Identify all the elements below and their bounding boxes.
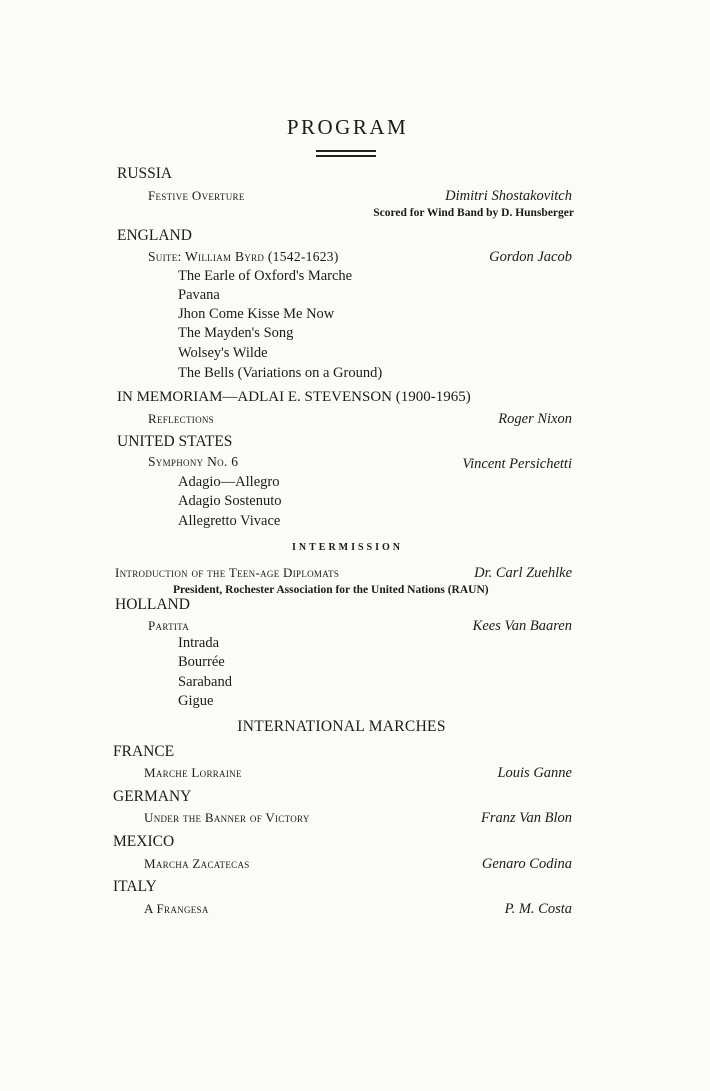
section-country-france: FRANCE	[113, 743, 175, 760]
section-country-united-states: UNITED STATES	[117, 433, 233, 450]
work-title: Under the Banner of Victory	[144, 810, 310, 825]
speaker-name: Dr. Carl Zuehlke	[474, 565, 572, 581]
movement-title: Pavana	[178, 287, 220, 303]
intermission-label: INTERMISSION	[291, 542, 404, 553]
movement-title: Gigue	[178, 693, 214, 709]
title-rule	[316, 155, 376, 157]
composer-name: Louis Ganne	[497, 765, 572, 781]
introduction-text: Introduction of the Teen-age Diplomats	[115, 565, 340, 580]
composer-name: Gordon Jacob	[489, 249, 572, 265]
section-country-england: ENGLAND	[117, 227, 192, 244]
work-title: Symphony No. 6	[148, 454, 239, 469]
work-title: Suite: William Byrd (1542-1623)	[148, 249, 339, 264]
movement-title: Allegretto Vivace	[178, 513, 281, 529]
movement-title: Adagio Sostenuto	[178, 493, 282, 509]
composer-name: Dimitri Shostakovitch	[445, 188, 572, 204]
work-title: A Frangesa	[144, 901, 209, 916]
movement-title: The Bells (Variations on a Ground)	[178, 365, 383, 381]
section-country-holland: HOLLAND	[115, 596, 190, 613]
movement-title: Adagio—Allegro	[178, 474, 280, 490]
work-title: Marche Lorraine	[144, 765, 242, 780]
movement-title: Bourrée	[178, 654, 225, 670]
composer-name: Vincent Persichetti	[462, 456, 572, 472]
title-rule	[316, 150, 376, 152]
movement-title: The Earle of Oxford's Marche	[178, 268, 353, 284]
composer-name: Kees Van Baaren	[472, 618, 572, 634]
arrangement-note: Scored for Wind Band by D. Hunsberger	[373, 207, 574, 219]
movement-title: Saraband	[178, 674, 232, 690]
work-title: Festive Overture	[148, 188, 245, 203]
marches-heading: INTERNATIONAL MARCHES	[237, 718, 446, 735]
section-country-germany: GERMANY	[113, 788, 192, 805]
movement-title: The Mayden's Song	[178, 325, 294, 341]
section-country-mexico: MEXICO	[113, 833, 175, 850]
composer-name: Franz Van Blon	[480, 810, 572, 826]
work-title: Partita	[148, 618, 190, 633]
movement-title: Intrada	[178, 635, 220, 651]
composer-name: Roger Nixon	[498, 411, 572, 427]
section-country-russia: RUSSIA	[117, 165, 173, 182]
page-title: PROGRAM	[286, 115, 409, 139]
movement-title: Wolsey's Wilde	[178, 345, 268, 361]
work-title: Marcha Zacatecas	[144, 856, 250, 871]
composer-name: P. M. Costa	[504, 901, 572, 917]
memoriam-heading: IN MEMORIAM—ADLAI E. STEVENSON (1900-1965)	[117, 389, 471, 405]
work-title: Reflections	[148, 411, 214, 426]
section-country-italy: ITALY	[113, 878, 157, 895]
movement-title: Jhon Come Kisse Me Now	[178, 306, 335, 322]
speaker-title-note: President, Rochester Association for the United Nations (RAUN)	[173, 584, 489, 596]
composer-name: Genaro Codina	[481, 856, 572, 872]
